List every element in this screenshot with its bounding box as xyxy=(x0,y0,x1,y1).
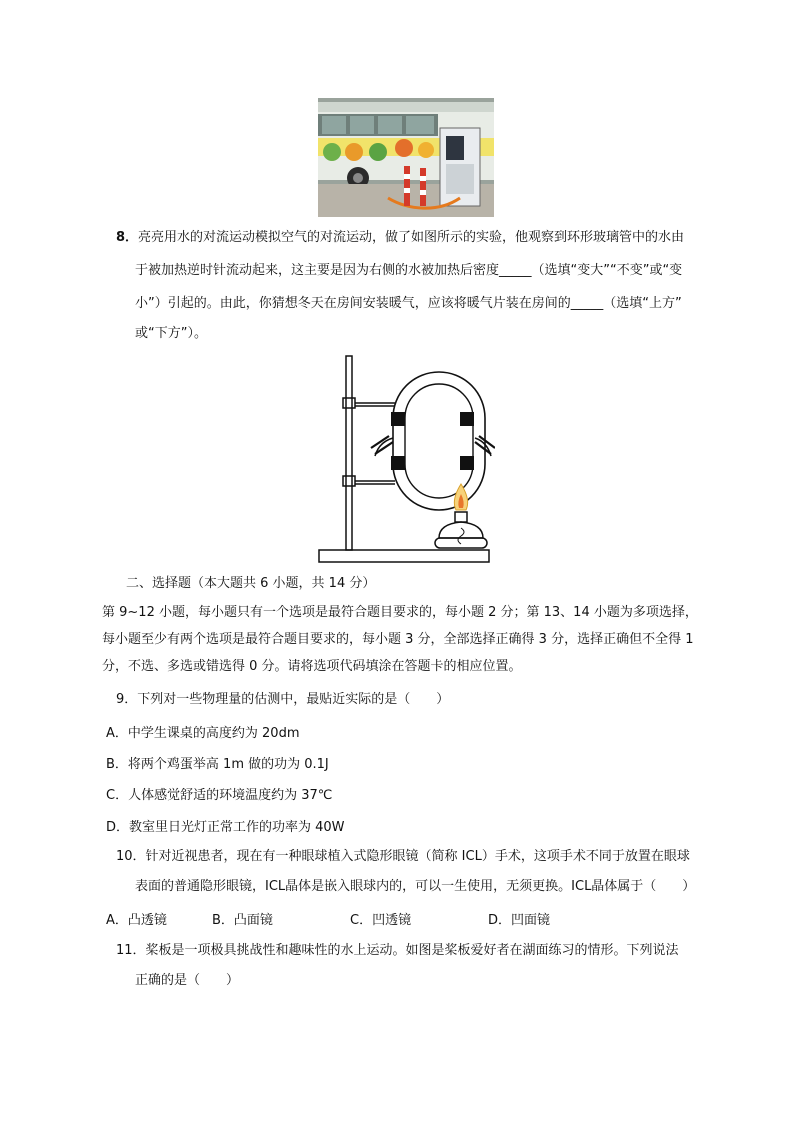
q11-line-2: 正确的是（ ） xyxy=(135,973,240,988)
bus-charging-illustration xyxy=(318,98,494,217)
q8-line-1 xyxy=(116,228,684,248)
q8-number: 8． xyxy=(116,230,139,245)
q9-option-a: A．中学生课桌的高度约为 20dm xyxy=(106,726,300,741)
section-2-title xyxy=(126,576,375,592)
convection-apparatus-diagram xyxy=(315,352,495,566)
section-2-instruction-1: 第 9~12 小题，每小题只有一个选项是最符合题目要求的，每小题 2 分；第 13、14 小题为多项选择， xyxy=(102,605,698,620)
q8-text-line-1: 亮亮用水的对流运动模拟空气的对流运动，做了如图所示的实验，他观察到环形玻璃管中的水由 xyxy=(138,230,685,245)
q10-option-a: A．凸透镜 xyxy=(106,913,167,928)
q8-line-2: 于被加热逆时针流动起来，这主要是因为右侧的水被加热后密度_____（选填“变大”“不变”或“变 xyxy=(135,263,683,278)
q10-option-b: B．凸面镜 xyxy=(212,913,273,928)
section-2-title-text: 二、选择题（本大题共 6 小题，共 14 分） xyxy=(126,576,376,591)
q8-line-3: 小”）引起的。由此，你猜想冬天在房间安装暖气，应该将暖气片装在房间的_____（选填“上方” xyxy=(135,296,682,311)
q9-option-b: B．将两个鸡蛋举高 1m 做的功为 0.1J xyxy=(106,757,329,772)
q11-line-1: 11．桨板是一项极具挑战性和趣味性的水上运动。如图是桨板爱好者在湖面练习的情形。下列说法 xyxy=(116,943,679,958)
section-2-instruction-2: 每小题至少有两个选项是最符合题目要求的，每小题 3 分，全部选择正确得 3 分，选择正确但不全得 1 xyxy=(102,632,694,647)
q8-line-4: 或“下方”）。 xyxy=(135,326,207,341)
q10-option-c: C．凹透镜 xyxy=(350,913,412,928)
q9-option-c: C．人体感觉舒适的环境温度约为 37℃ xyxy=(106,788,333,803)
q10-line-1: 10．针对近视患者，现在有一种眼球植入式隐形眼镜（简称 ICL）手术，这项手术不同于放置在眼球 xyxy=(116,849,690,864)
q10-line-2: 表面的普通隐形眼镜，ICL晶体是嵌入眼球内的，可以一生使用，无须更换。ICL晶体属于（ ） xyxy=(135,879,696,894)
bus-charging-photo xyxy=(318,98,494,217)
section-2-instruction-3: 分，不选、多选或错选得 0 分。请将选项代码填涂在答题卡的相应位置。 xyxy=(102,659,522,674)
q10-option-d: D．凹面镜 xyxy=(488,913,551,928)
q9-stem: 9．下列对一些物理量的估测中，最贴近实际的是（ ） xyxy=(116,692,450,707)
q9-option-d: D．教室里日光灯正常工作的功率为 40W xyxy=(106,820,345,835)
